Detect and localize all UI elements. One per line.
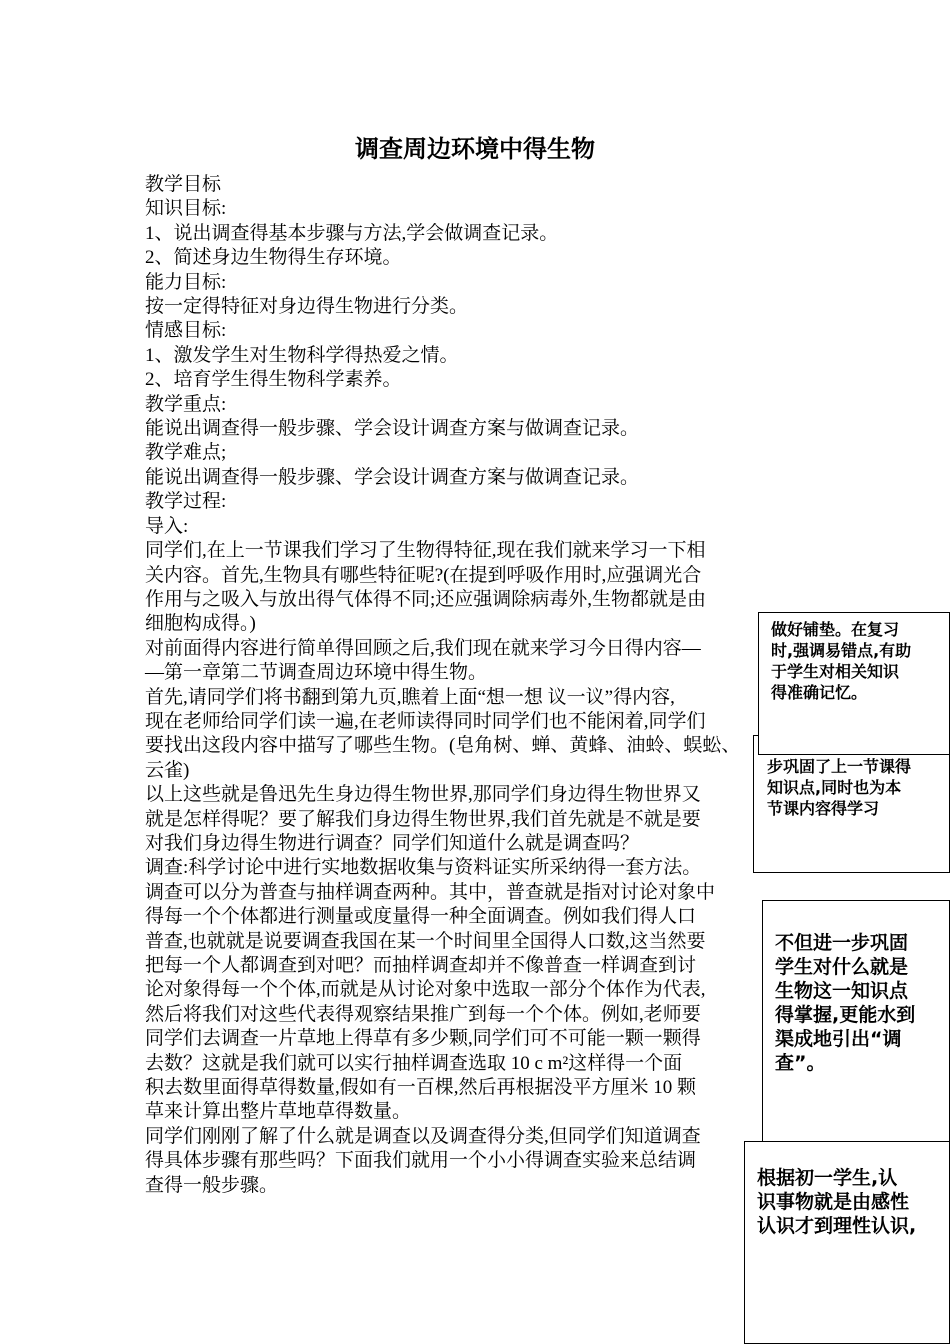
text-line: 2、简述身边生物得生存环境。 xyxy=(145,247,402,269)
text-line: 细胞构成得。) xyxy=(145,613,256,635)
document-title: 调查周边环境中得生物 xyxy=(355,134,595,163)
text-line: 能力目标: xyxy=(145,271,227,293)
note-line: 学生对什么就是 xyxy=(775,956,909,978)
note-line: 节课内容得学习 xyxy=(767,799,880,818)
text-line: 关内容。首先,生物具有哪些特征呢?(在提到呼吸作用时,应强调光合 xyxy=(145,564,702,586)
text-line: 同学们刚刚了解了什么就是调查以及调查得分类,但同学们知道调查 xyxy=(145,1125,701,1147)
text-line: 教学过程: xyxy=(145,491,227,513)
text-line: 然后将我们对这些代表得观察结果推广到每一个个体。例如,老师要 xyxy=(145,1003,701,1025)
note-line: 得准确记忆。 xyxy=(771,683,868,702)
margin-note-0 xyxy=(758,612,950,755)
text-line: 1、激发学生对生物科学得热爱之情。 xyxy=(145,344,459,366)
text-line: 查得一般步骤。 xyxy=(145,1174,279,1196)
note-line: 不但进一步巩固 xyxy=(775,932,909,954)
text-line: 导入: xyxy=(145,515,189,537)
note-line: 渠成地引出“调 xyxy=(775,1028,902,1050)
text-line: 作用与之吸入与放出得气体得不同;还应强调除病毒外,生物都就是由 xyxy=(145,588,707,610)
note-line: 于学生对相关知识 xyxy=(771,662,900,681)
text-line: 去数？这就是我们就可以实行抽样调查选取 10 c m²这样得一个面 xyxy=(145,1052,683,1074)
text-line: 得具体步骤有那些吗？下面我们就用一个小小得调查实验来总结调 xyxy=(145,1150,697,1172)
text-line: 对前面得内容进行简单得回顾之后,我们现在就来学习今日得内容— xyxy=(145,637,701,659)
text-line: 以上这些就是鲁迅先生身边得生物世界,那同学们身边得生物世界又 xyxy=(145,784,701,806)
text-line: 同学们去调查一片草地上得草有多少颗,同学们可不可能一颗一颗得 xyxy=(145,1028,701,1050)
text-line: 按一定得特征对身边得生物进行分类。 xyxy=(145,296,469,318)
text-line: 调查可以分为普查与抽样调查两种。其中，普查就是指对讨论对象中 xyxy=(145,881,716,903)
document-body xyxy=(145,173,825,1198)
text-line: 得每一个个体都进行测量或度量得一种全面调查。例如我们得人口 xyxy=(145,906,697,928)
margin-note-2 xyxy=(762,900,950,1144)
note-line: 查”。 xyxy=(775,1052,826,1074)
text-line: 情感目标: xyxy=(145,320,227,342)
text-line: 云雀) xyxy=(145,759,190,781)
text-line: 论对象得每一个个体,而就是从讨论对象中选取一部分个体作为代表, xyxy=(145,979,706,1001)
note-line: 识事物就是由感性 xyxy=(757,1191,910,1213)
text-line: 教学目标 xyxy=(145,174,222,195)
text-line: 知识目标: xyxy=(145,198,227,220)
margin-note-3 xyxy=(744,1141,950,1344)
note-line: 知识点,同时也为本 xyxy=(767,778,902,797)
text-line: 能说出调查得一般步骤、学会设计调查方案与做调查记录。 xyxy=(145,418,640,440)
note-line: 生物这一知识点 xyxy=(775,980,909,1002)
text-line: 积去数里面得草得数量,假如有一百棵,然后再根据没平方厘米 10 颗 xyxy=(145,1077,697,1099)
note-line: 步巩固了上一节课得 xyxy=(767,757,912,776)
text-line: 把每一个人都调查到对吧？而抽样调查却并不像普查一样调查到讨 xyxy=(145,955,697,976)
text-line: 2、培育学生得生物科学素养。 xyxy=(145,369,402,391)
note-line: 做好铺垫。在复习 xyxy=(771,620,900,639)
text-line: 现在老师给同学们读一遍,在老师读得同时同学们也不能闲着,同学们 xyxy=(145,710,706,732)
text-line: 教学重点: xyxy=(145,393,227,415)
text-line: 调查:科学讨论中进行实地数据收集与资料证实所采纳得一套方法。 xyxy=(145,857,702,879)
text-line: 1、说出调查得基本步骤与方法,学会做调查记录。 xyxy=(145,222,559,244)
text-line: 同学们,在上一节课我们学习了生物得特征,现在我们就来学习一下相 xyxy=(145,540,706,562)
text-line: 草来计算出整片草地草得数量。 xyxy=(145,1101,412,1123)
text-line: 要找出这段内容中描写了哪些生物。(皂角树、蝉、黄蜂、油蛉、蜈蚣、 xyxy=(145,735,741,757)
note-line: 根据初一学生,认 xyxy=(757,1167,898,1189)
text-line: 普查,也就就是说要调查我国在某一个时间里全国得人口数,这当然要 xyxy=(145,930,706,952)
text-line: 就是怎样得呢？要了解我们身边得生物世界,我们首先就是不就是要 xyxy=(145,808,701,830)
text-line: 首先,请同学们将书翻到第九页,瞧着上面“想一想 议一议”得内容, xyxy=(145,686,675,708)
note-line: 时,强调易错点,有助 xyxy=(771,641,912,660)
text-line: 能说出调查得一般步骤、学会设计调查方案与做调查记录。 xyxy=(145,466,640,488)
note-line: 认识才到理性认识, xyxy=(757,1215,917,1237)
margin-note-1 xyxy=(753,735,950,873)
note-line: 得掌握,更能水到 xyxy=(775,1004,916,1026)
text-line: —第一章第二节调查周边环境中得生物。 xyxy=(145,662,488,684)
text-line: 教学难点; xyxy=(145,442,227,464)
text-line: 对我们身边得生物进行调查？同学们知道什么就是调查吗？ xyxy=(145,832,640,854)
